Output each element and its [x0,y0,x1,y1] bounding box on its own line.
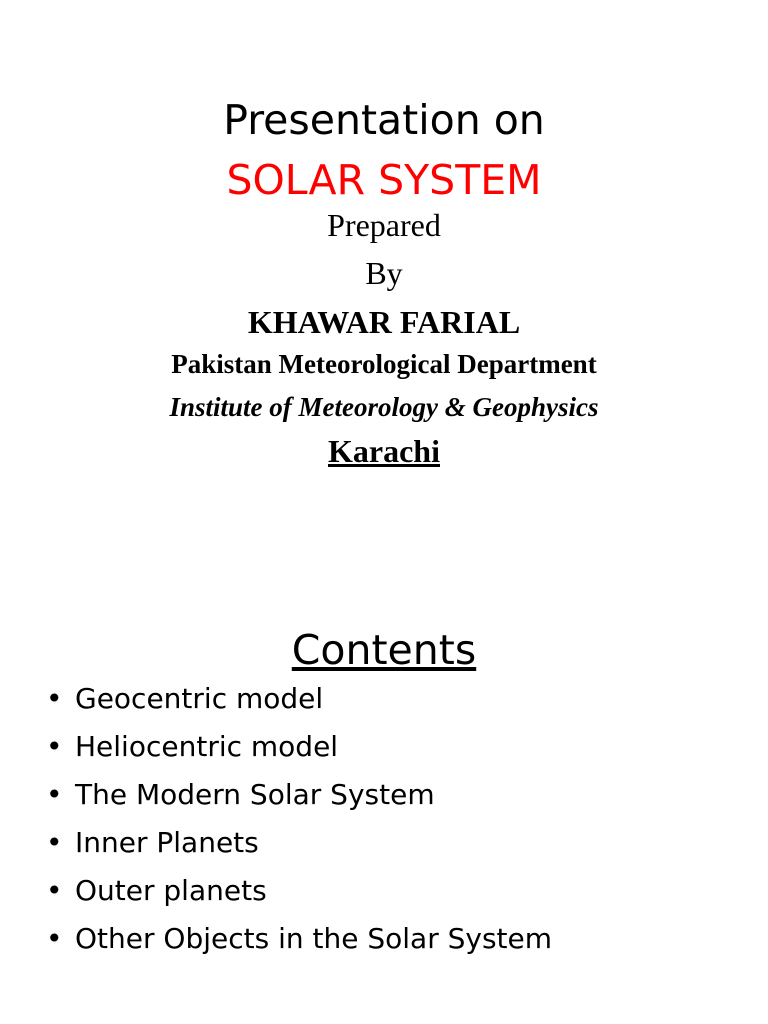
author-name: KHAWAR FARIAL [247,304,521,340]
list-item [40,915,552,963]
bullet-icon: • [46,778,63,811]
institute-name: Institute of Meteorology & Geophysics [169,392,599,422]
contents-title: Contents [291,626,477,674]
list-item-text: Geocentric model [75,682,324,715]
list-item [40,675,552,723]
bullet-icon: • [46,682,63,715]
bullet-icon: • [46,730,63,763]
list-item-text: Outer planets [75,874,267,907]
list-item-text: Heliocentric model [75,730,339,763]
bullet-icon: • [46,826,63,859]
list-item-text: Other Objects in the Solar System [75,922,553,955]
contents-list [40,675,552,963]
presentation-title-line2: SOLAR SYSTEM [226,156,542,204]
list-item-text: The Modern Solar System [75,778,435,811]
department-name: Pakistan Meteorological Department [171,349,597,379]
list-item-text: Inner Planets [75,826,259,859]
bullet-icon: • [46,922,63,955]
list-item [40,723,552,771]
city-name: Karachi [328,433,440,469]
presentation-title-line1: Presentation on [223,96,545,144]
by-label: By [365,255,403,291]
prepared-label: Prepared [327,207,441,243]
list-item [40,771,552,819]
list-item [40,867,552,915]
list-item [40,819,552,867]
bullet-icon: • [46,874,63,907]
